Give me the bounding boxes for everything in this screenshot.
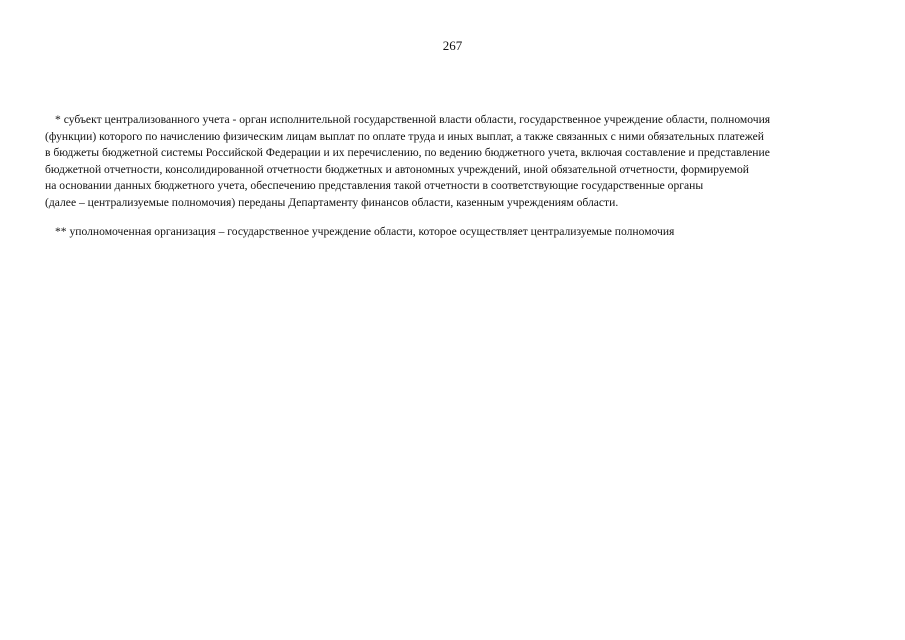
footnote-spacer — [45, 212, 865, 224]
footnote-line: в бюджеты бюджетной системы Российской Федерации и их перечислению, по ведению бюджетного учета, включая составление и представление — [45, 146, 770, 160]
footnote-line: ** уполномоченная организация – государственное учреждение области, которое осуществляет централизуемые полномочия — [55, 224, 675, 238]
footnote-authorized-organization — [45, 224, 865, 241]
footnote-centralized-accounting-subject — [45, 112, 865, 212]
footnote-line: на основании данных бюджетного учета, обеспечению представления такой отчетности в соответствующие государственные органы — [45, 179, 704, 193]
footnote-line: (функции) которого по начислению физическим лицам выплат по оплате труда и иных выплат, а также связанных с ними обязательных платежей — [45, 129, 764, 143]
footnote-line: (далее – централизуемые полномочия) переданы Департаменту финансов области, казенным учреждениям области. — [45, 195, 619, 209]
footnotes — [45, 112, 865, 240]
footnote-line: бюджетной отчетности, консолидированной отчетности бюджетных и автономных учреждений, иной обязательной отчетности, формируемой — [45, 162, 749, 176]
page-number: 267 — [442, 38, 463, 53]
footnote-line: * субъект централизованного учета - орган исполнительной государственной власти области, государственное учреждение области, полномочия — [55, 113, 771, 126]
